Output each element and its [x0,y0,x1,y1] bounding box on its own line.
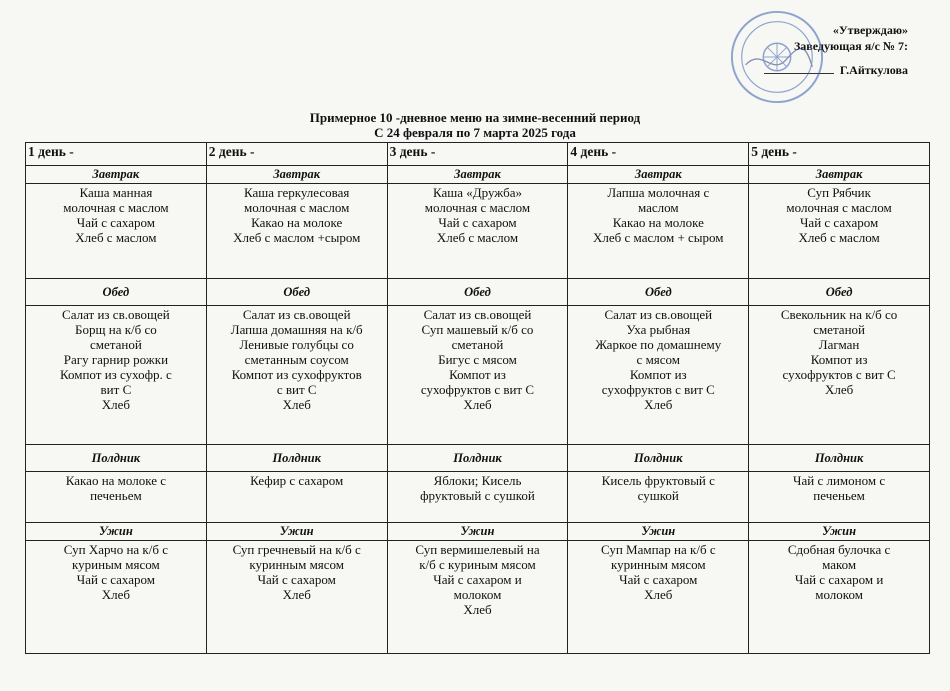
menu-item-line: Салат из св.овощей [242,307,351,322]
menu-item-line: сухофруктов с вит С [601,382,715,397]
menu-item-line: вит С [100,382,132,397]
day-header: 1 день - [26,143,207,166]
menu-title [0,110,950,140]
menu-item-line: Какао на молоке [612,215,704,230]
title-line-1: Примерное 10 -дневное меню на зимне-весенний период [309,110,641,125]
menu-item-line: Суп гречневый на к/б с [232,542,361,557]
menu-item-line: Хлеб с маслом [798,230,880,245]
lunch-label: Обед [568,279,749,306]
breakfast-cell [26,184,207,279]
breakfast-cell [749,184,930,279]
menu-item-line: сухофруктов с вит С [420,382,535,397]
menu-item-line: Суп Рябчик [807,185,871,200]
dinner-label: Ужин [26,523,207,541]
menu-item-line: Какао на молоке [251,215,343,230]
menu-item-line: молочная с маслом [63,200,169,215]
menu-item-line: Компот из [449,367,506,382]
menu-item-line: молочная с маслом [424,200,531,215]
title-line-2: С 24 февраля по 7 марта 2025 года [374,125,576,140]
menu-item-line: с мясом [636,352,681,367]
lunch-cell [568,306,749,445]
menu-item-line: Какао на молоке с [65,473,166,488]
menu-item-line: Хлеб [282,587,311,602]
breakfast-items-row [26,184,930,279]
dinner-cell [749,541,930,654]
lunch-cell [387,306,568,445]
breakfast-cell [568,184,749,279]
dinner-cell [206,541,387,654]
menu-item-line: Чай с сахаром [438,215,517,230]
day-header-row [26,143,930,166]
menu-item-line: сухофруктов с вит С [782,367,896,382]
menu-item-line: Уха рыбная [626,322,691,337]
dinner-label: Ужин [749,523,930,541]
menu-item-line: маком [822,557,857,572]
menu-item-line: Хлеб [101,587,131,602]
day-header: 3 день - [387,143,568,166]
breakfast-label: Завтрак [206,166,387,184]
menu-item-line: Хлеб с маслом [75,230,157,245]
menu-item-line: Салат из св.овощей [604,307,713,322]
menu-item-line: Хлеб [463,397,492,412]
menu-item-line: сметаной [451,337,504,352]
menu-item-line: молочная с маслом [244,200,350,215]
menu-item-line: Компот из сухофруктов [231,367,362,382]
snack-cell [26,472,207,523]
dinner-cell [26,541,207,654]
dinner-label: Ужин [206,523,387,541]
menu-item-line: Суп вермишелевый на [415,542,540,557]
menu-item-line: молоком [815,587,863,602]
menu-item-line: Ленивые голубцы со [239,337,354,352]
menu-item-line: Компот из сухофр. с [59,367,172,382]
day-header: 2 день - [206,143,387,166]
menu-table [25,142,930,654]
menu-item-line: куринным мясом [610,557,706,572]
menu-item-line: Лапша молочная с [607,185,710,200]
lunch-cell [26,306,207,445]
breakfast-label: Завтрак [387,166,568,184]
breakfast-cell [387,184,568,279]
dinner-label: Ужин [568,523,749,541]
breakfast-label: Завтрак [749,166,930,184]
menu-item-line: маслом [637,200,679,215]
snack-cell [206,472,387,523]
menu-item-line: Яблоки; Кисель [433,473,522,488]
menu-item-line: Чай с сахаром [76,215,156,230]
lunch-label: Обед [26,279,207,306]
snack-label: Полдник [206,445,387,472]
day-header: 5 день - [749,143,930,166]
menu-item-line: Чай с сахаром [76,572,156,587]
round-stamp [728,8,826,106]
menu-item-line: куринным мясом [249,557,345,572]
menu-item-line: Чай с сахаром [619,572,698,587]
snack-label: Полдник [749,445,930,472]
menu-item-line: Лапша домашняя на к/б [230,322,363,337]
menu-item-line: Суп Харчо на к/б с [63,542,168,557]
lunch-cell [749,306,930,445]
lunch-cell [206,306,387,445]
menu-item-line: молочная с маслом [786,200,892,215]
menu-item-line: Хлеб [463,602,492,617]
menu-item-line: Хлеб [644,397,673,412]
menu-item-line: Свекольник на к/б со [780,307,898,322]
menu-item-line: Хлеб [644,587,673,602]
menu-item-line: Каша манная [79,185,153,200]
breakfast-label: Завтрак [568,166,749,184]
menu-item-line: Салат из св.овощей [423,307,532,322]
menu-item-line: Чай с сахаром [257,572,336,587]
menu-item-line: Суп Мампар на к/б с [600,542,716,557]
breakfast-label-row [26,166,930,184]
dinner-label-row [26,523,930,541]
menu-item-line: Чай с сахаром и [794,572,884,587]
dinner-items-row [26,541,930,654]
menu-item-line: Чай с сахаром [799,215,879,230]
menu-item-line: к/б с куриным мясом [419,557,536,572]
menu-item-line: Хлеб [282,397,311,412]
approval-line-2: Заведующая я/с № 7: [793,39,908,53]
menu-item-line: Рагу гарнир рожки [63,352,169,367]
menu-item-line: Кисель фруктовый с [601,473,715,488]
menu-item-line: Лагман [818,337,860,352]
menu-item-line: Бигус с мясом [438,352,517,367]
menu-item-line: Салат из св.овощей [62,307,170,322]
dinner-cell [568,541,749,654]
menu-item-line: Хлеб с маслом [436,230,519,245]
menu-item-line: Компот из [810,352,868,367]
menu-item-line: сметаной [90,337,142,352]
lunch-items-row [26,306,930,445]
snack-items-row [26,472,930,523]
menu-item-line: Хлеб [824,382,854,397]
snack-cell [568,472,749,523]
dinner-label: Ужин [387,523,568,541]
menu-item-line: печеньем [90,488,142,503]
menu-item-line: с вит С [276,382,317,397]
menu-item-line: Жаркое по домашнему [595,337,722,352]
approval-line-3: Г.Айткулова [839,63,908,77]
snack-label-row [26,445,930,472]
menu-item-line: Хлеб с маслом + сыром [593,230,724,245]
day-header: 4 день - [568,143,749,166]
snack-label: Полдник [26,445,207,472]
breakfast-cell [206,184,387,279]
menu-item-line: Кефир с сахаром [250,473,344,488]
menu-item-line: Хлеб с маслом +сыром [233,230,361,245]
menu-item-line: фруктовый с сушкой [420,488,535,503]
menu-item-line: молоком [453,587,502,602]
menu-item-line: Хлеб [101,397,131,412]
menu-item-line: Суп машевый к/б со [421,322,534,337]
menu-item-line: Чай с сахаром и [433,572,522,587]
snack-label: Полдник [387,445,568,472]
menu-item-line: Борщ на к/б со [75,322,157,337]
menu-item-line: печеньем [813,488,865,503]
menu-item-line: сметанным соусом [244,352,349,367]
lunch-label: Обед [206,279,387,306]
menu-item-line: Каша «Дружба» [432,185,522,200]
lunch-label: Обед [387,279,568,306]
snack-label: Полдник [568,445,749,472]
snack-cell [749,472,930,523]
menu-item-line: сушкой [637,488,679,503]
menu-item-line: куриным мясом [72,557,160,572]
lunch-label-row [26,279,930,306]
menu-item-line: Компот из [629,367,687,382]
menu-item-line: сметаной [813,322,865,337]
snack-cell [387,472,568,523]
dinner-cell [387,541,568,654]
approval-line-1: «Утверждаю» [832,23,908,37]
menu-item-line: Сдобная булочка с [787,542,891,557]
menu-item-line: Чай с лимоном с [793,473,886,488]
breakfast-label: Завтрак [26,166,207,184]
menu-item-line: Каша геркулесовая [244,185,350,200]
lunch-label: Обед [749,279,930,306]
